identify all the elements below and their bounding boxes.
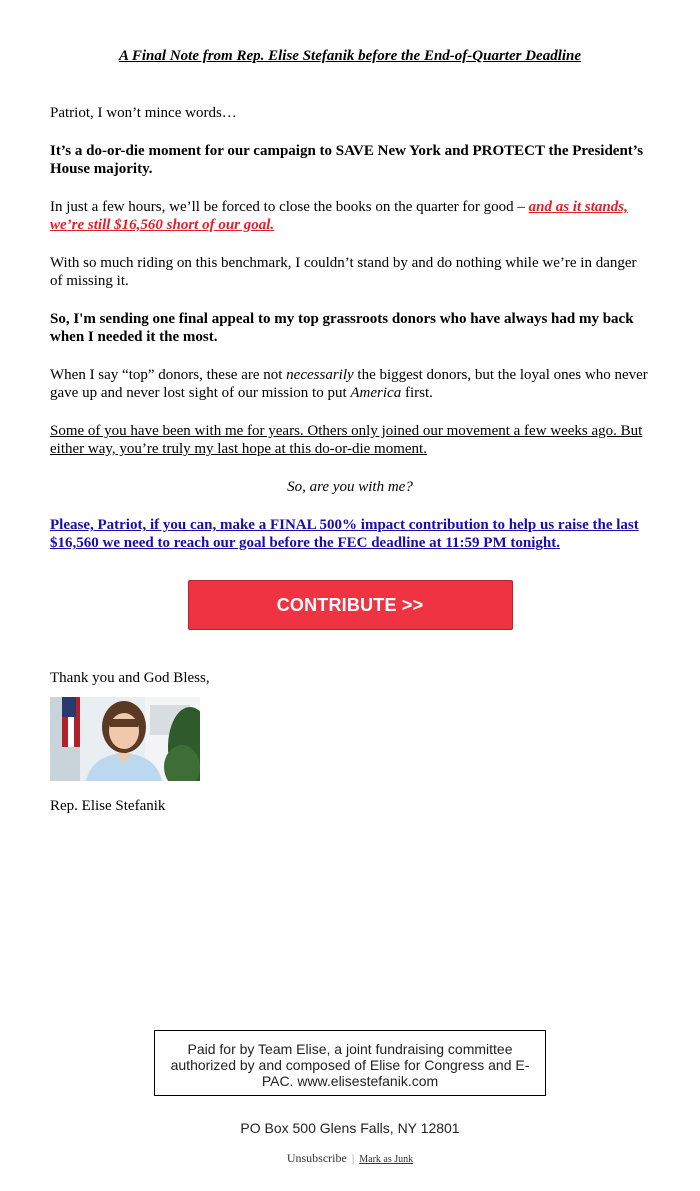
greeting: Patriot, I won’t mince words… [50, 105, 237, 121]
email-footer [0, 1030, 700, 1169]
mailing-address: PO Box 500 Glens Falls, NY 12801 [240, 1120, 460, 1136]
top-donors-text-c: first. [401, 385, 433, 401]
unsubscribe-link[interactable]: Unsubscribe [286, 1151, 347, 1165]
unsubscribe-row [0, 1149, 700, 1169]
question-with-me: So, are you with me? [287, 479, 413, 495]
footer-separator: | [351, 1151, 355, 1165]
paid-for-disclaimer: Paid for by Team Elise, a joint fundraising committee authorized by and composed of Elise for Congress and E-PAC. www.elisestefanik.com [154, 1030, 546, 1096]
paragraph-deadline-text: In just a few hours, we’ll be forced to close the books on the quarter for good – [50, 199, 529, 215]
sign-off: Thank you and God Bless, [50, 670, 210, 686]
paragraph-top-donors [50, 366, 650, 402]
cta-container [50, 580, 650, 630]
paragraph-last-hope: Some of you have been with me for years. Others only joined our movement a few weeks ago. But either way, you’re truly my last hope at this do-or-die moment. [50, 423, 643, 457]
contribution-ask-link[interactable]: Please, Patriot, if you can, make a FINAL 500% impact contribution to help us raise the last $16,560 we need to reach our goal before the FEC deadline at 11:59 PM tonight. [50, 517, 639, 551]
paragraph-deadline [50, 198, 650, 234]
email-body [50, 0, 650, 815]
contribute-button[interactable]: CONTRIBUTE >> [188, 580, 513, 630]
paragraph-ask [50, 516, 650, 552]
top-donors-text-b: the biggest donors, but the loyal ones who never gave up and never lost sight of our mission to put [50, 367, 648, 401]
top-donors-text-a: When I say “top” donors, these are not [50, 367, 287, 383]
portrait-photo-icon [50, 697, 200, 781]
goal-shortfall-link[interactable]: and as it stands, we’re still $16,560 short of our goal. [50, 199, 628, 233]
top-donors-emphasis-america: America [350, 385, 402, 401]
paragraph-final-appeal: So, I'm sending one final appeal to my top grassroots donors who have always had my back when I needed it the most. [50, 311, 634, 345]
mark-as-junk-link[interactable]: Mark as Junk [359, 1154, 414, 1165]
top-donors-emphasis-necessarily: necessarily [286, 367, 354, 383]
paragraph-do-or-die: It’s a do-or-die moment for our campaign to SAVE New York and PROTECT the President’s House majority. [50, 143, 644, 177]
email-headline: A Final Note from Rep. Elise Stefanik before the End-of-Quarter Deadline [118, 48, 582, 64]
paragraph-benchmark: With so much riding on this benchmark, I couldn’t stand by and do nothing while we’re in danger of missing it. [50, 255, 637, 289]
portrait-photo-graphic [50, 697, 200, 781]
signature-name: Rep. Elise Stefanik [50, 798, 166, 814]
